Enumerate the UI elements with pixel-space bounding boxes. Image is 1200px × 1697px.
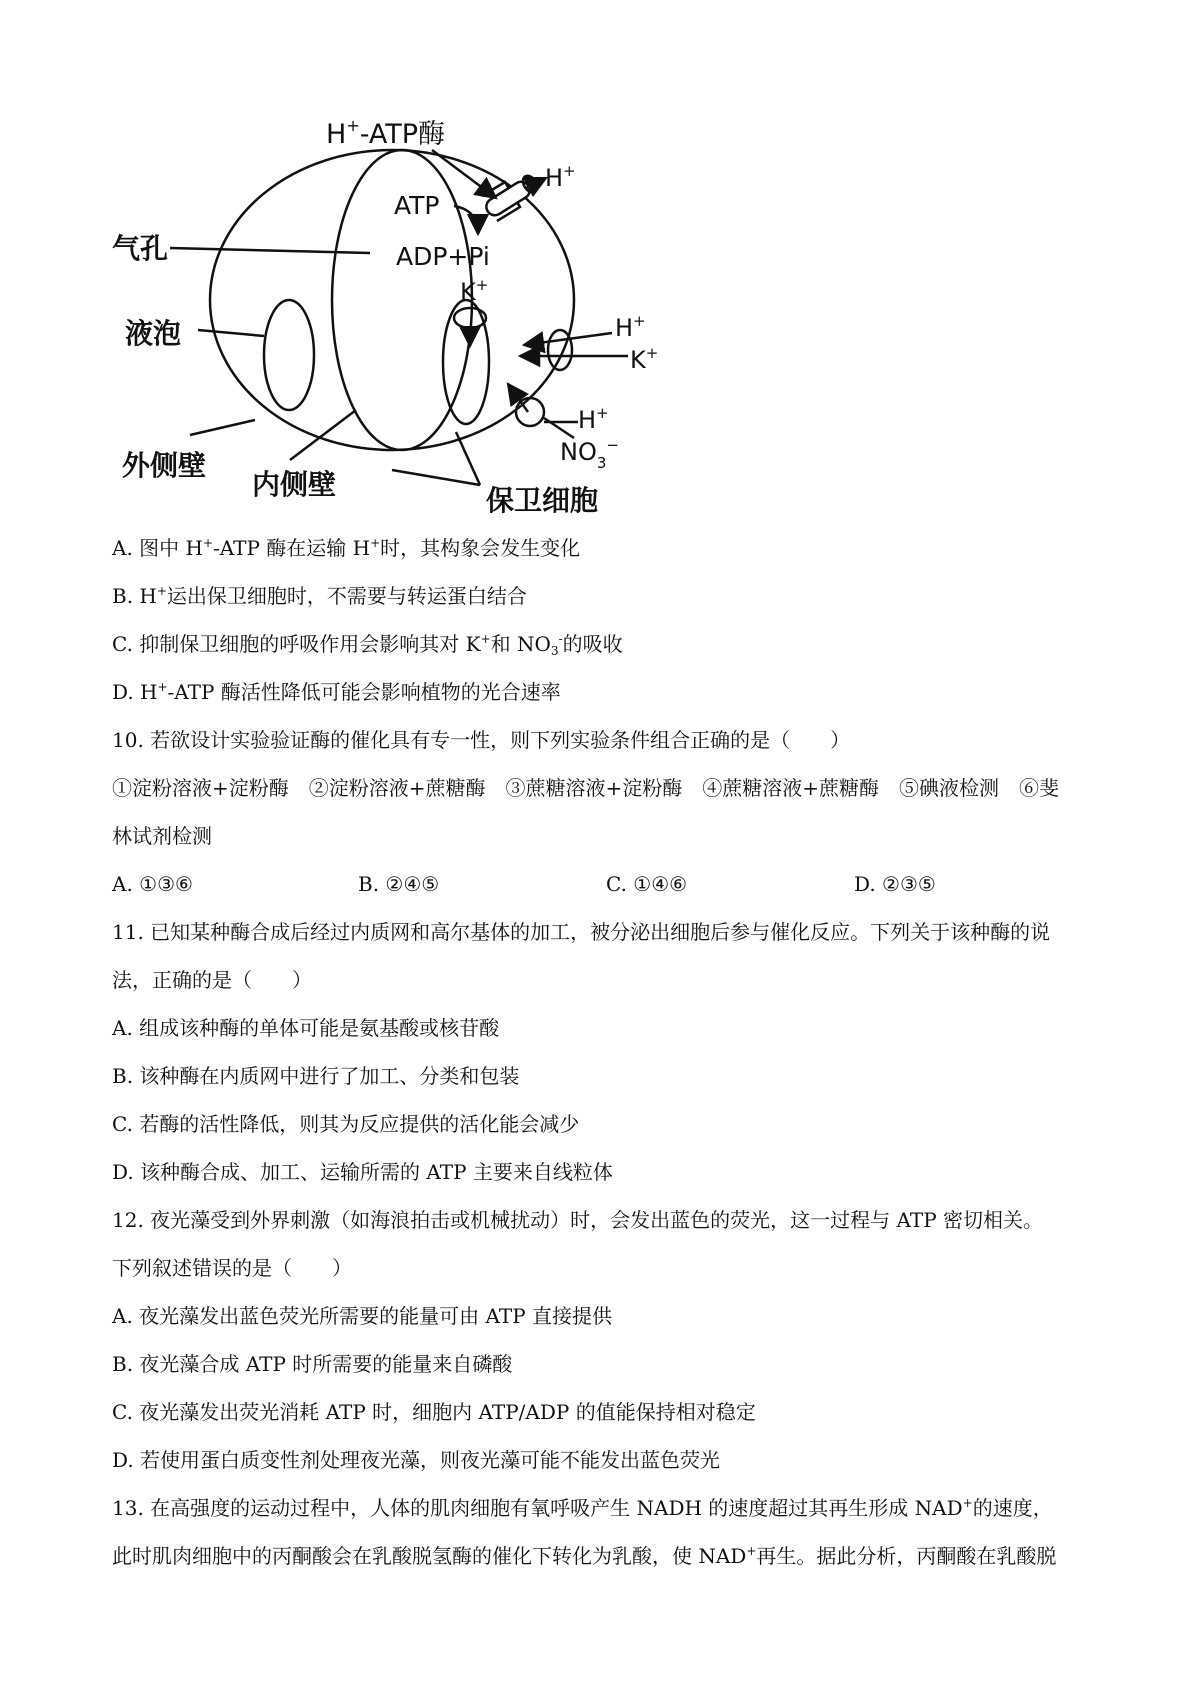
vacuole-left bbox=[264, 300, 314, 410]
enzyme-label: H+-ATP酶 bbox=[326, 116, 446, 150]
k-in-label: K+ bbox=[460, 276, 489, 306]
q9-option-a: A. 图中 H+-ATP 酶在运输 H+时，其构象会发生变化 bbox=[112, 536, 581, 560]
q10-conditions-line2: 林试剂检测 bbox=[112, 824, 212, 848]
h-atpase-pump bbox=[482, 173, 540, 221]
q11-option-d: D. 该种酶合成、加工、运输所需的 ATP 主要来自线粒体 bbox=[112, 1160, 613, 1184]
q11-stem-line1: 11. 已知某种酶合成后经过内质网和高尔基体的加工，被分泌出细胞后参与催化反应。下列关于该种酶的说 bbox=[112, 920, 1051, 944]
q11-option-a: A. 组成该种酶的单体可能是氨基酸或核苷酸 bbox=[112, 1016, 500, 1040]
vacuole-label: 液泡 bbox=[125, 317, 182, 350]
inner-wall-label: 内侧壁 bbox=[252, 468, 337, 501]
q12-option-d: D. 若使用蛋白质变性剂处理夜光藻，则夜光藻可能不能发出蓝色荧光 bbox=[112, 1448, 721, 1472]
h-bottom-label: H+ bbox=[578, 404, 609, 434]
q10-option-c: C. ①④⑥ bbox=[606, 872, 688, 896]
q12-option-c: C. 夜光藻发出荧光消耗 ATP 时，细胞内 ATP/ADP 的值能保持相对稳定 bbox=[112, 1400, 756, 1424]
q10-options bbox=[112, 870, 1112, 898]
q10-option-d: D. ②③⑤ bbox=[854, 872, 936, 896]
guard-cell-leader-1 bbox=[392, 470, 480, 485]
inner-wall-leader bbox=[290, 410, 356, 460]
k-h-transporter bbox=[548, 330, 572, 370]
stoma-leader bbox=[170, 248, 370, 253]
outer-wall-leader bbox=[190, 420, 255, 435]
q10-option-b: B. ②④⑤ bbox=[358, 872, 440, 896]
guard-cell-diagram bbox=[0, 0, 1200, 530]
q12-option-a: A. 夜光藻发出蓝色荧光所需要的能量可由 ATP 直接提供 bbox=[112, 1304, 613, 1328]
q13-stem-line1: 13. 在高强度的运动过程中，人体的肌肉细胞有氧呼吸产生 NADH 的速度超过其再生形成 NAD+的速度， bbox=[112, 1496, 1053, 1520]
stoma-label: 气孔 bbox=[112, 232, 169, 265]
atp-label: ATP bbox=[394, 191, 440, 220]
no3-label: $NO_3^-$ bbox=[560, 436, 619, 472]
q9-option-b: B. H+运出保卫细胞时，不需要与转运蛋白结合 bbox=[112, 584, 527, 608]
q11-option-b: B. 该种酶在内质网中进行了加工、分类和包装 bbox=[112, 1064, 520, 1088]
outer-wall-label: 外侧壁 bbox=[122, 449, 207, 482]
q9-option-c: C. 抑制保卫细胞的呼吸作用会影响其对 K+和 $NO_3^-$的吸收 bbox=[112, 632, 623, 658]
q11-option-c: C. 若酶的活性降低，则其为反应提供的活化能会减少 bbox=[112, 1112, 580, 1136]
q10-conditions-line1: ①淀粉溶液+淀粉酶 ②淀粉溶液+蔗糖酶 ③蔗糖溶液+淀粉酶 ④蔗糖溶液+蔗糖酶 ⑤碘液检测 ⑥斐 bbox=[112, 776, 1060, 800]
h-right-label: H+ bbox=[615, 312, 646, 342]
q12-option-b: B. 夜光藻合成 ATP 时所需要的能量来自磷酸 bbox=[112, 1352, 513, 1376]
h-out-label: H+ bbox=[545, 162, 576, 192]
guard-cell-label: 保卫细胞 bbox=[486, 484, 599, 517]
k-right-label: K+ bbox=[630, 344, 659, 374]
q11-stem-line2: 法，正确的是（ ） bbox=[112, 968, 312, 992]
q10-option-a: A. ①③⑥ bbox=[112, 872, 193, 896]
vacuole-leader bbox=[198, 330, 264, 336]
guard-cell-leader-2 bbox=[456, 432, 480, 485]
q12-stem-line1: 12. 夜光藻受到外界刺激（如海浪拍击或机械扰动）时，会发出蓝色的荧光，这一过程与 ATP 密切相关。 bbox=[112, 1208, 1044, 1232]
enzyme-pointer-arrow bbox=[432, 150, 496, 198]
q9-option-d: D. H+-ATP 酶活性降低可能会影响植物的光合速率 bbox=[112, 680, 561, 704]
q13-stem-line2: 此时肌肉细胞中的丙酮酸会在乳酸脱氢酶的催化下转化为乳酸，使 NAD+再生。据此分析，丙酮酸在乳酸脱 bbox=[112, 1544, 1057, 1568]
adp-pi-label: ADP+Pi bbox=[396, 242, 490, 271]
q10-stem: 10. 若欲设计实验验证酶的催化具有专一性，则下列实验条件组合正确的是（ ） bbox=[112, 728, 851, 752]
q12-stem-line2: 下列叙述错误的是（ ） bbox=[112, 1256, 352, 1280]
